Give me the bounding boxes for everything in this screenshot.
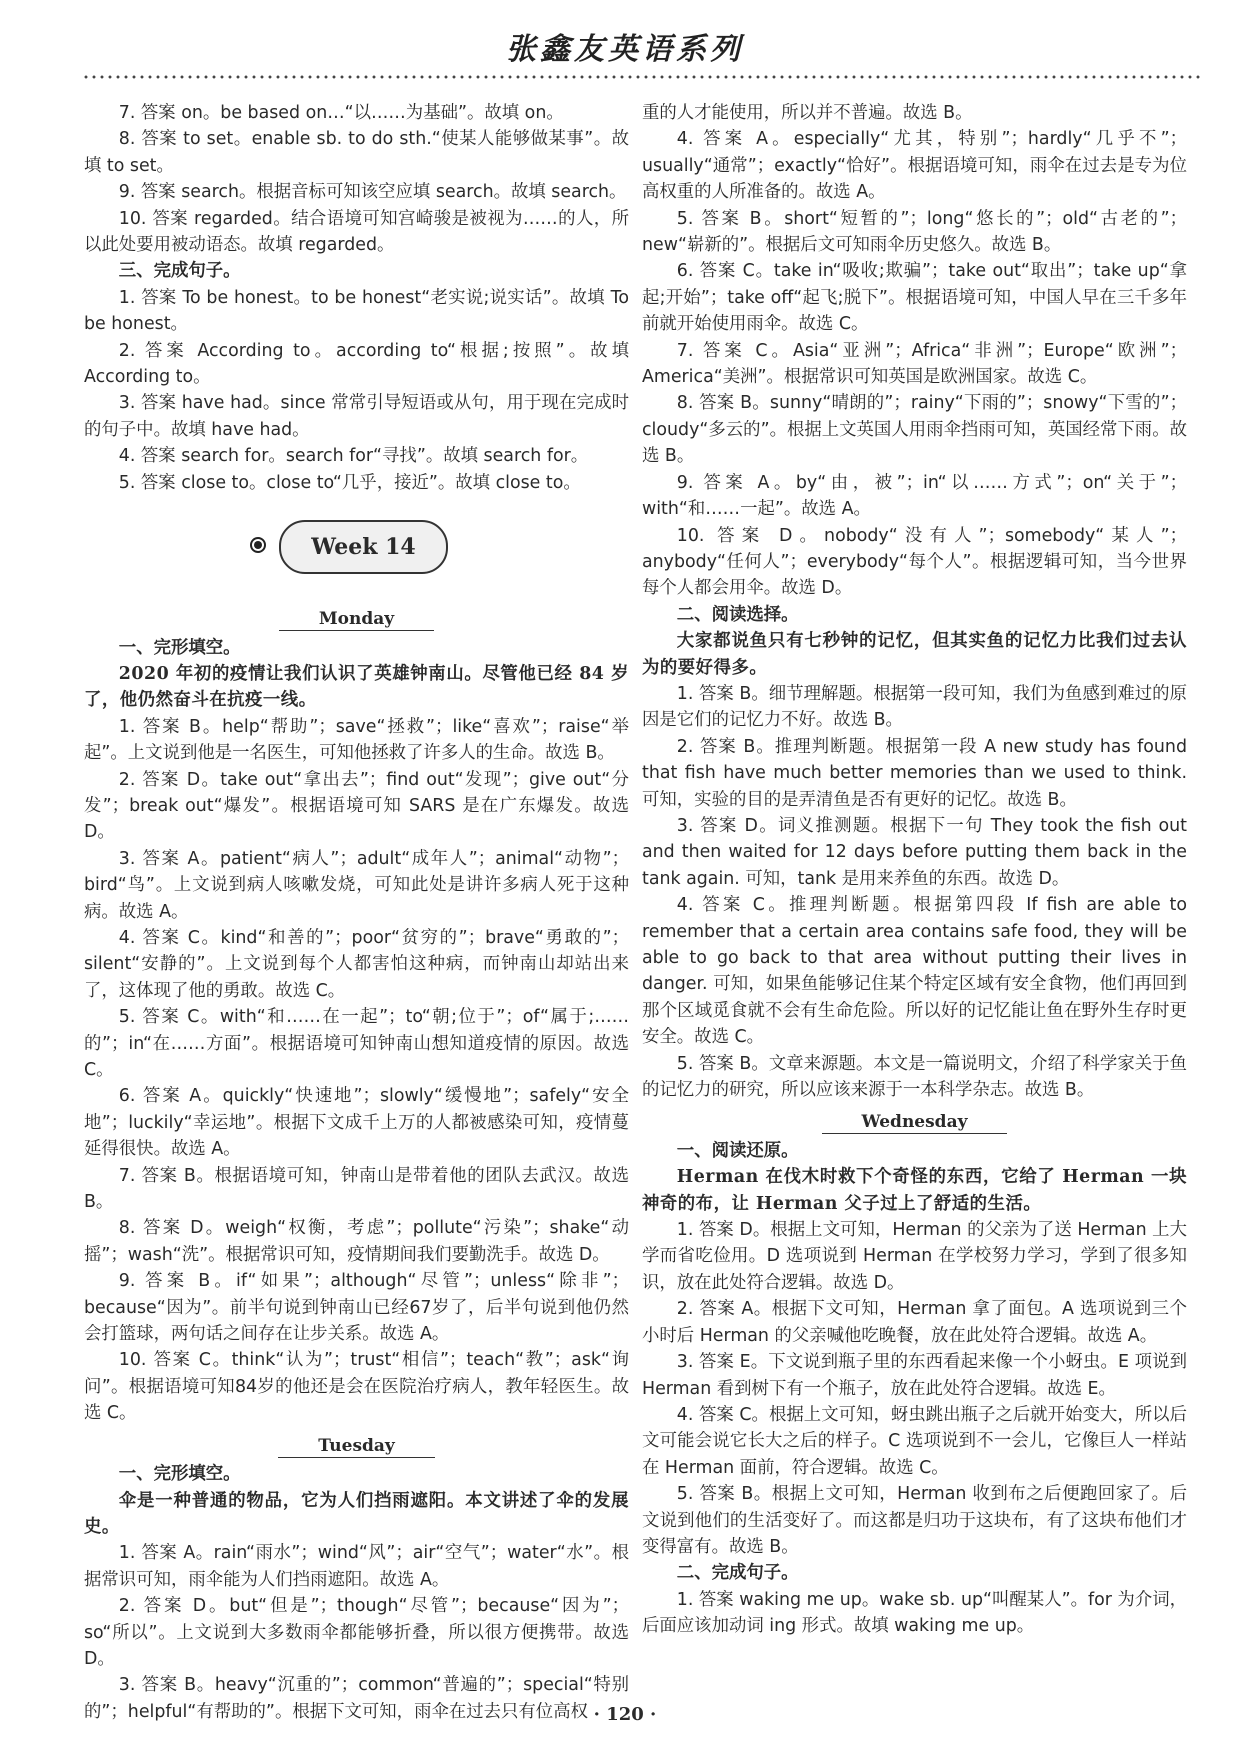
answer-item: 5. 答案 C。with“和……在一起”；to“朝;位于”；of“属于;……的”；in“在……方面”。根据语境可知钟南山想知道疫情的原因。故选 C。 bbox=[84, 1007, 629, 1080]
answer-item: 3. 答案 have had。since 常常引导短语或从句，用于现在完成时的句子中。故填 have had。 bbox=[84, 393, 629, 440]
answer-item: 8. 答案 to set。enable sb. to do sth.“使某人能够做某事”。故填 to set。 bbox=[84, 129, 629, 176]
right-column bbox=[642, 100, 1187, 1640]
answer-item: 8. 答案 B。sunny“晴朗的”；rainy“下雨的”；snowy“下雪的”；cloudy“多云的”。根据上文英国人用雨伞挡雨可知，英国经常下雨。故选 B。 bbox=[642, 393, 1187, 467]
bullet-circle-icon bbox=[250, 537, 266, 553]
answer-item: 7. 答案 C。Asia“亚洲”；Africa“非洲”；Europe“欧洲”；America“美洲”。根据常识可知英国是欧洲国家。故选 C。 bbox=[642, 340, 1187, 388]
day-heading bbox=[84, 1433, 629, 1459]
week-badge: Week 14 bbox=[279, 520, 448, 574]
answer-item: 3. 答案 B。heavy“沉重的”；common“普遍的”；special“特别的”；helpful“有帮助的”。根据下文可知，雨伞在过去只有位高权 bbox=[84, 1675, 629, 1722]
answer-item: 2. 答案 According to。according to“根据;按照”。故填 According to。 bbox=[84, 340, 629, 388]
answer-item: 1. 答案 D。根据上文可知，Herman 的父亲为了送 Herman 上大学而省吃俭用。D 选项说到 Herman 在学校努力学习，学到了很多知识，放在此处符合逻辑。故选 D。 bbox=[642, 1220, 1187, 1293]
answer-item: 3. 答案 E。下文说到瓶子里的东西看起来像一个小蚜虫。E 项说到 Herman 看到树下有一个瓶子，放在此处符合逻辑。故选 E。 bbox=[642, 1352, 1187, 1399]
answer-item: 10. 答案 D。nobody“没有人”；somebody“某人”；anybody“任何人”；everybody“每个人”。根据逻辑可知，当今世界每个人都会用伞。故选 D。 bbox=[642, 525, 1187, 599]
day-heading bbox=[84, 606, 629, 632]
answer-item: 10. 答案 C。think“认为”；trust“相信”；teach“教”；ask“询问”。根据语境可知84岁的他还是会在医院治疗病人，教年轻医生。故选 C。 bbox=[84, 1350, 629, 1424]
passage-summary: 伞是一种普通的物品，它为人们挡雨遮阳。本文讲述了伞的发展史。 bbox=[84, 1490, 629, 1537]
passage-summary: 大家都说鱼只有七秒钟的记忆，但其实鱼的记忆力比我们过去认为的要好得多。 bbox=[642, 631, 1187, 678]
answer-item: 3. 答案 A。patient“病人”；adult“成年人”；animal“动物”；bird“鸟”。上文说到病人咳嗽发烧，可知此处是讲许多病人死于这种病。故选 A。 bbox=[84, 848, 629, 922]
series-title: 张鑫友英语系列 bbox=[506, 32, 744, 67]
answer-item: 9. 答案 B。if“如果”；although“尽管”；unless“除非”；because“因为”。前半句说到钟南山已经67岁了，后半句说到他仍然会打篮球，两句话之间存在让步关系。故选 A。 bbox=[84, 1271, 629, 1345]
day-heading bbox=[642, 1109, 1187, 1135]
week-heading bbox=[84, 496, 629, 600]
passage-summary: Herman 在伐木时救下个奇怪的东西，它给了 Herman 一块神奇的布，让 Herman 父子过上了舒适的生活。 bbox=[642, 1167, 1187, 1214]
header-divider bbox=[82, 74, 1202, 80]
day-label: Tuesday bbox=[278, 1436, 435, 1458]
answer-item: 重的人才能使用，所以并不普遍。故选 B。 bbox=[642, 103, 973, 123]
day-label: Monday bbox=[279, 609, 434, 631]
section-heading: 一、完形填空。 bbox=[118, 637, 241, 658]
answer-item: 8. 答案 D。weigh“权衡，考虑”；pollute“污染”；shake“动摇”；wash“洗”。根据常识可知，疫情期间我们要勤洗手。故选 D。 bbox=[84, 1218, 629, 1265]
day-label: Wednesday bbox=[822, 1112, 1008, 1134]
answer-item: 5. 答案 B。文章来源题。本文是一篇说明文，介绍了科学家关于鱼的记忆力的研究，所以应该来源于一本科学杂志。故选 B。 bbox=[642, 1053, 1187, 1101]
answer-item: 4. 答案 A。especially“尤其，特别”；hardly“几乎不”；usually“通常”；exactly“恰好”。根据语境可知，雨伞在过去是专为位高权重的人所准备的。故选 A。 bbox=[642, 129, 1187, 203]
answer-item: 3. 答案 D。词义推测题。根据下一句 They took the fish out and then waited for 12 days before putting them back in the tank again. 可知，tank 是用来养鱼的东西。故选 D。 bbox=[642, 815, 1187, 889]
answer-item: 6. 答案 C。take in“吸收;欺骗”；take out“取出”；take up“拿起;开始”；take off“起飞;脱下”。根据语境可知，中国人早在三千多年前就开始使用雨伞。故选 C。 bbox=[642, 261, 1187, 335]
answer-item: 2. 答案 D。but“但是”；though“尽管”；because“因为”；so“所以”。上文说到大多数雨伞都能够折叠，所以很方便携带。故选 D。 bbox=[84, 1596, 629, 1669]
answer-item: 7. 答案 B。根据语境可知，钟南山是带着他的团队去武汉。故选 B。 bbox=[84, 1165, 629, 1213]
section-heading: 一、完形填空。 bbox=[118, 1464, 241, 1485]
answer-item: 1. 答案 waking me up。wake sb. up“叫醒某人”。for 为介词，后面应该加动词 ing 形式。故填 waking me up。 bbox=[642, 1589, 1187, 1637]
section-heading: 二、完成句子。 bbox=[676, 1563, 799, 1584]
answer-item: 6. 答案 A。quickly“快速地”；slowly“缓慢地”；safely“安全地”；luckily“幸运地”。根据下文成千上万的人都被感染可知，疫情蔓延得很快。故选 A。 bbox=[84, 1086, 629, 1160]
answer-item: 2. 答案 D。take out“拿出去”；find out“发现”；give out“分发”；break out“爆发”。根据语境可知 SARS 是在广东爆发。故选 D。 bbox=[84, 769, 629, 843]
left-column bbox=[84, 100, 629, 1725]
answer-item: 1. 答案 B。细节理解题。根据第一段可知，我们为鱼感到难过的原因是它们的记忆力不好。故选 B。 bbox=[642, 683, 1187, 731]
answer-item: 9. 答案 search。根据音标可知该空应填 search。故填 search。 bbox=[118, 182, 627, 203]
answer-item: 4. 答案 search for。search for“寻找”。故填 search for。 bbox=[118, 446, 589, 467]
answer-item: 2. 答案 A。根据下文可知，Herman 拿了面包。A 选项说到三个小时后 Herman 的父亲喊他吃晚餐，放在此处符合逻辑。故选 A。 bbox=[642, 1299, 1187, 1346]
answer-item: 4. 答案 C。推理判断题。根据第四段 If fish are able to remember that a certain area contains safe food, they will be able to go back to that area without putting their lives in danger. 可知，如果鱼能够记住某个特定区域有安全食物，他们再回到那个区域觅食就不会有生命危险。所以好的记忆能让鱼在野外生存时更安全。故选 C。 bbox=[642, 895, 1187, 1048]
answer-item: 5. 答案 B。short“短暂的”；long“悠长的”；old“古老的”；new“崭新的”。根据后文可知雨伞历史悠久。故选 B。 bbox=[642, 208, 1187, 256]
answer-item: 1. 答案 A。rain“雨水”；wind“风”；air“空气”；water“水”。根据常识可知，雨伞能为人们挡雨遮阳。故选 A。 bbox=[84, 1543, 629, 1590]
answer-item: 4. 答案 C。kind“和善的”；poor“贫穷的”；brave“勇敢的”；silent“安静的”。上文说到每个人都害怕这种病，而钟南山却站出来了，这体现了他的勇敢。故选 C。 bbox=[84, 927, 629, 1001]
answer-item: 5. 答案 B。根据上文可知，Herman 收到布之后便跑回家了。后文说到他们的生活变好了。而这都是归功于这块布，有了这块布他们才变得富有。故选 B。 bbox=[642, 1484, 1187, 1557]
answer-item: 10. 答案 regarded。结合语境可知宫崎骏是被视为……的人，所以此处要用被动语态。故填 regarded。 bbox=[84, 208, 629, 256]
page-header bbox=[0, 24, 1250, 68]
section-heading: 一、阅读还原。 bbox=[676, 1140, 799, 1161]
answer-item: 2. 答案 B。推理判断题。根据第一段 A new study has found that fish have much better memories than we used to think. 可知，实验的目的是弄清鱼是否有更好的记忆。故选 B。 bbox=[642, 736, 1187, 810]
section-heading: 二、阅读选择。 bbox=[676, 604, 799, 625]
answer-item: 9. 答案 A。by“由，被”；in“以……方式”；on“关于”；with“和……一起”。故选 A。 bbox=[642, 472, 1187, 520]
answer-item: 1. 答案 To be honest。to be honest“老实说;说实话”。故填 To be honest。 bbox=[84, 287, 629, 335]
section-heading: 三、完成句子。 bbox=[118, 261, 241, 282]
page-number: · 120 · bbox=[593, 1704, 657, 1725]
passage-summary: 2020 年初的疫情让我们认识了英雄钟南山。尽管他已经 84 岁了，他仍然奋斗在抗疫一线。 bbox=[84, 663, 629, 711]
answer-item: 1. 答案 B。help“帮助”；save“拯救”；like“喜欢”；raise“举起”。上文说到他是一名医生，可知他拯救了许多人的生命。故选 B。 bbox=[84, 716, 629, 764]
answer-item: 4. 答案 C。根据上文可知，蚜虫跳出瓶子之后就开始变大，所以后文可能会说它长大之后的样子。C 选项说到不一会儿，它像巨人一样站在 Herman 面前，符合逻辑。故选 C。 bbox=[642, 1404, 1187, 1478]
answer-item: 7. 答案 on。be based on…“以……为基础”。故填 on。 bbox=[118, 103, 564, 123]
answer-item: 5. 答案 close to。close to“几乎，接近”。故填 close to。 bbox=[118, 472, 581, 493]
